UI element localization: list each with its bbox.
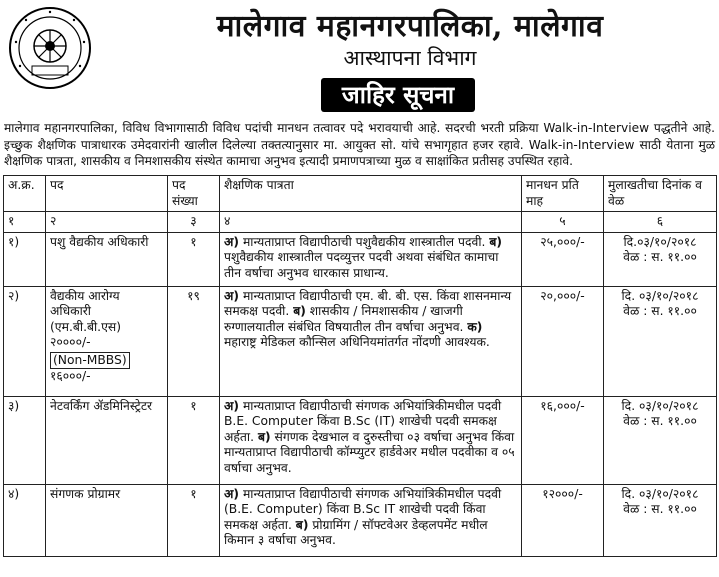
row-pay: २०,०००/- bbox=[522, 286, 604, 396]
qual-text: मान्यताप्राप्त विद्यापीठाची एम. बी. बी. एस. किंवा शासनमान्य समकक्ष पदवी. bbox=[224, 288, 512, 318]
column-number: ३ bbox=[168, 212, 220, 233]
qual-label: ब) bbox=[295, 517, 309, 532]
qual-text: महाराष्ट्र मेडिकल कौन्सिल अधिनियमांतर्गत नोंदणी आवश्यक. bbox=[224, 335, 490, 349]
non-mbbs-note: (Non-MBBS) bbox=[50, 352, 130, 370]
row-date bbox=[604, 396, 717, 484]
page-title: मालेगाव महानगरपालिका, मालेगाव bbox=[216, 9, 604, 44]
row-post: पशु वैद्यकीय अधिकारी bbox=[46, 232, 168, 286]
interview-time: वेळ : स. ११.०० bbox=[623, 414, 697, 428]
row-count: १ bbox=[168, 484, 220, 556]
row-post: संगणक प्रोग्रामर bbox=[46, 484, 168, 556]
column-number: ४ bbox=[220, 212, 522, 233]
row-count: १ bbox=[168, 232, 220, 286]
row-pay: २५,०००/- bbox=[522, 232, 604, 286]
header-count: पद संख्या bbox=[168, 176, 220, 212]
row-sr: ४) bbox=[4, 484, 46, 556]
row-sr: २) bbox=[4, 286, 46, 396]
interview-date: दि. ०३/१०/२०१८ bbox=[621, 398, 699, 413]
qual-label: अ) bbox=[224, 486, 240, 501]
row-qualification bbox=[220, 286, 522, 396]
row-qualification bbox=[220, 396, 522, 484]
post-title: वैद्यकीय आरोग्य अधिकारी (एम.बी.बी.एस) २००००/- bbox=[50, 288, 122, 349]
interview-date: दि. ०३/१०/२०१८ bbox=[621, 288, 699, 303]
table-header-row bbox=[4, 176, 717, 212]
department-subtitle: आस्थापना विभाग bbox=[343, 46, 477, 70]
intro-paragraph: मालेगाव महानगरपालिका, विविध विभागासाठी विविध पदांची मानधन तत्वावर पदे भरावयाची आहे. सदरची भरती प्रक्रिया Walk-in-Interview पद्धतीने आहे. इच्छुक शैक्षणिक पात्राधारक उमेदवारांनी खालील दिलेल्या तक्तत्यानुसार मा. आयुक्त सो. यांचे सभागृहात हजर रहावे. Walk-in-Interview साठी येताना मुळ शैक्षणिक पात्रता, शासकीय व निमशासकीय संस्थेत कामाचा अनुभव इत्यादी प्रमाणपत्राच्या मुळ व साक्षांकित प्रतीसह उपस्थित रहावे. bbox=[4, 121, 715, 168]
column-number: ६ bbox=[604, 212, 717, 233]
notice-banner: जाहिर सूचना bbox=[321, 78, 475, 112]
row-count: १ bbox=[168, 396, 220, 484]
qual-text: मान्यताप्राप्त विद्यापीठाची संगणक अभियांत्रिकीमधील पदवी B.E. Computer किंवा B.Sc (IT) शाखेची पदवी समकक्ष अर्हता. bbox=[224, 398, 502, 444]
qual-label: अ) bbox=[224, 398, 240, 413]
row-qualification bbox=[220, 232, 522, 286]
interview-date: दि. ०३/१०/२०१८ bbox=[621, 486, 699, 501]
row-sr: १) bbox=[4, 232, 46, 286]
row-post bbox=[46, 286, 168, 396]
header-sr: अ.क्र. bbox=[4, 176, 46, 212]
posts-table bbox=[3, 175, 717, 557]
qual-text: शासकीय / निमशासकीय / खाजगी रुग्णालयातील संबंधित विषयातील तीन वर्षाचा अनुभव. bbox=[224, 304, 464, 334]
column-number-row bbox=[4, 212, 717, 233]
qual-text: मान्यताप्राप्त विद्यापीठाची पशुवैद्यकीय शास्त्रातील पदवी. bbox=[242, 234, 486, 249]
header-date: मुलाखतीचा दिनांक व वेळ bbox=[604, 176, 717, 212]
interview-time: वेळ : स. ११.०० bbox=[623, 304, 697, 318]
qual-text: संगणक देखभाल व दुरुस्तीचा ०३ वर्षाचा अनुभव किंवा मान्यताप्राप्त विद्यापीठाची कॉम्प्युटर हार्डवेअर मधील पदवीका व ०५ वर्षाचा अनुभव. bbox=[224, 429, 515, 475]
qual-label: अ) bbox=[224, 288, 240, 303]
qual-text: मान्यताप्राप्त विद्यापीठाची संगणक अभियांत्रिकीमधील पदवी (B.E. Computer) किंवा B.Sc IT शाखेची पदवी किंवा समकक्ष अर्हता. bbox=[224, 486, 502, 532]
interview-date: दि.०३/१०/२०१८ bbox=[623, 234, 697, 249]
column-number: २ bbox=[46, 212, 168, 233]
qual-text: प्रोग्रामिंग / सॉफ्टवेअर डेव्हलपमेंट मधील किमान ३ वर्षाचा अनुभव. bbox=[224, 517, 488, 547]
header-post: पद bbox=[46, 176, 168, 212]
qual-text: पशुवैद्यकीय शास्त्रातील पदव्युत्तर पदवी अथवा संबंधित कामाचा तीन वर्षाचा अनुभव धारकास प्राधान्य. bbox=[224, 250, 499, 280]
table-row bbox=[4, 396, 717, 484]
row-pay: १६,०००/- bbox=[522, 396, 604, 484]
row-date bbox=[604, 232, 717, 286]
interview-time: वेळ : स. ११.०० bbox=[623, 250, 697, 264]
header-pay: मानधन प्रति माह bbox=[522, 176, 604, 212]
row-qualification bbox=[220, 484, 522, 556]
qual-label: अ) bbox=[224, 234, 240, 249]
column-number: १ bbox=[4, 212, 46, 233]
qual-label: ब) bbox=[293, 304, 306, 318]
municipal-seal-icon bbox=[8, 6, 92, 90]
interview-time: वेळ : स. ११.०० bbox=[623, 502, 697, 516]
table-row bbox=[4, 484, 717, 556]
row-count: १९ bbox=[168, 286, 220, 396]
table-row bbox=[4, 232, 717, 286]
qual-label: क) bbox=[467, 319, 483, 334]
table-row bbox=[4, 286, 717, 396]
notice-header bbox=[0, 0, 719, 118]
row-date bbox=[604, 484, 717, 556]
column-number: ५ bbox=[522, 212, 604, 233]
qual-label: ब) bbox=[489, 234, 503, 249]
row-date bbox=[604, 286, 717, 396]
row-post: नेटवर्किंग ॲडमिनिस्ट्रेटर bbox=[46, 396, 168, 484]
header-qualification: शैक्षणिक पात्रता bbox=[220, 176, 522, 212]
row-sr: ३) bbox=[4, 396, 46, 484]
non-mbbs-pay: १६०००/- bbox=[50, 369, 91, 383]
row-pay: १२०००/- bbox=[522, 484, 604, 556]
qual-label: ब) bbox=[257, 429, 271, 444]
